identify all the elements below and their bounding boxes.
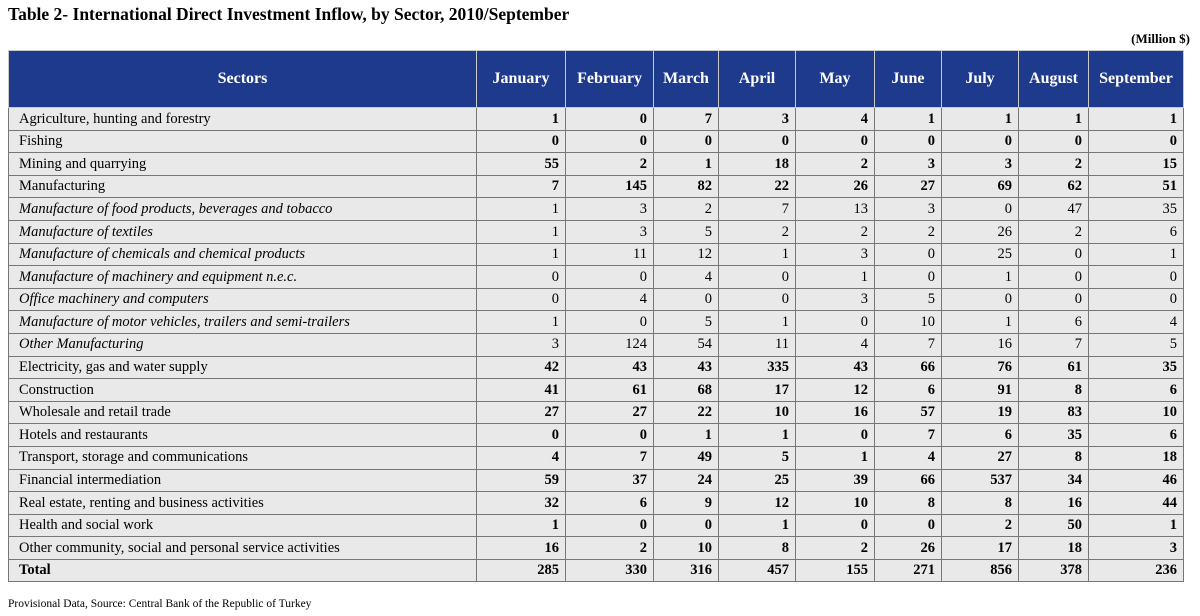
- sector-label: Manufacture of machinery and equipment n.e.c.: [9, 266, 477, 289]
- value-cell: 27: [566, 401, 654, 424]
- value-cell: 2: [1019, 153, 1089, 176]
- value-cell: 0: [1019, 266, 1089, 289]
- value-cell: 54: [654, 333, 719, 356]
- sector-label: Office machinery and computers: [9, 288, 477, 311]
- value-cell: 0: [796, 311, 875, 334]
- table-subrow: [9, 243, 1184, 266]
- sector-label: Health and social work: [9, 514, 477, 537]
- value-cell: 1: [477, 198, 566, 221]
- value-cell: 12: [654, 243, 719, 266]
- value-cell: 4: [1089, 311, 1184, 334]
- sector-label: Hotels and restaurants: [9, 424, 477, 447]
- value-cell: 2: [875, 220, 942, 243]
- value-cell: 5: [1089, 333, 1184, 356]
- value-cell: 2: [796, 153, 875, 176]
- sector-label: Manufacturing: [9, 175, 477, 198]
- value-cell: 22: [719, 175, 796, 198]
- value-cell: 285: [477, 559, 566, 582]
- table-subrow: [9, 333, 1184, 356]
- value-cell: 16: [796, 401, 875, 424]
- value-cell: 10: [796, 492, 875, 515]
- value-cell: 0: [566, 514, 654, 537]
- value-cell: 1: [942, 311, 1019, 334]
- value-cell: 1: [875, 108, 942, 131]
- table-subrow: [9, 198, 1184, 221]
- value-cell: 49: [654, 446, 719, 469]
- value-cell: 856: [942, 559, 1019, 582]
- value-cell: 316: [654, 559, 719, 582]
- value-cell: 27: [477, 401, 566, 424]
- table-title: Table 2- International Direct Investment Inflow, by Sector, 2010/September: [8, 4, 570, 24]
- value-cell: 32: [477, 492, 566, 515]
- value-cell: 16: [942, 333, 1019, 356]
- value-cell: 3: [477, 333, 566, 356]
- value-cell: 7: [875, 424, 942, 447]
- value-cell: 271: [875, 559, 942, 582]
- value-cell: 8: [1019, 446, 1089, 469]
- value-cell: 69: [942, 175, 1019, 198]
- value-cell: 6: [1089, 424, 1184, 447]
- value-cell: 124: [566, 333, 654, 356]
- value-cell: 7: [477, 175, 566, 198]
- value-cell: 0: [1089, 288, 1184, 311]
- value-cell: 43: [654, 356, 719, 379]
- table-row: [9, 130, 1184, 153]
- value-cell: 1: [477, 108, 566, 131]
- value-cell: 2: [796, 220, 875, 243]
- value-cell: 46: [1089, 469, 1184, 492]
- value-cell: 3: [1089, 537, 1184, 560]
- sector-label: Manufacture of chemicals and chemical products: [9, 243, 477, 266]
- header-month: August: [1019, 51, 1089, 108]
- value-cell: 44: [1089, 492, 1184, 515]
- sector-label: Fishing: [9, 130, 477, 153]
- value-cell: 1: [1089, 108, 1184, 131]
- value-cell: 1: [477, 311, 566, 334]
- value-cell: 7: [875, 333, 942, 356]
- value-cell: 1: [477, 514, 566, 537]
- value-cell: 41: [477, 379, 566, 402]
- value-cell: 1: [477, 220, 566, 243]
- value-cell: 82: [654, 175, 719, 198]
- value-cell: 25: [942, 243, 1019, 266]
- value-cell: 8: [875, 492, 942, 515]
- value-cell: 13: [796, 198, 875, 221]
- value-cell: 0: [1019, 243, 1089, 266]
- value-cell: 24: [654, 469, 719, 492]
- value-cell: 2: [566, 537, 654, 560]
- sector-label: Financial intermediation: [9, 469, 477, 492]
- sector-label: Mining and quarrying: [9, 153, 477, 176]
- value-cell: 1: [942, 266, 1019, 289]
- value-cell: 0: [477, 424, 566, 447]
- value-cell: 3: [796, 243, 875, 266]
- table-row: [9, 356, 1184, 379]
- header-month: January: [477, 51, 566, 108]
- table-subrow: [9, 220, 1184, 243]
- value-cell: 66: [875, 469, 942, 492]
- value-cell: 8: [942, 492, 1019, 515]
- value-cell: 330: [566, 559, 654, 582]
- value-cell: 0: [875, 243, 942, 266]
- value-cell: 145: [566, 175, 654, 198]
- value-cell: 18: [1089, 446, 1184, 469]
- header-sectors: Sectors: [9, 51, 477, 108]
- table-body: [9, 108, 1184, 582]
- value-cell: 0: [719, 288, 796, 311]
- value-cell: 0: [1019, 130, 1089, 153]
- value-cell: 0: [942, 288, 1019, 311]
- value-cell: 7: [654, 108, 719, 131]
- value-cell: 6: [566, 492, 654, 515]
- value-cell: 3: [875, 198, 942, 221]
- value-cell: 10: [654, 537, 719, 560]
- sector-label: Manufacture of food products, beverages and tobacco: [9, 198, 477, 221]
- value-cell: 17: [942, 537, 1019, 560]
- value-cell: 62: [1019, 175, 1089, 198]
- header-row: [9, 51, 1184, 108]
- table-row: [9, 469, 1184, 492]
- value-cell: 55: [477, 153, 566, 176]
- value-cell: 27: [942, 446, 1019, 469]
- value-cell: 16: [1019, 492, 1089, 515]
- value-cell: 6: [1089, 379, 1184, 402]
- table-row: [9, 492, 1184, 515]
- value-cell: 0: [875, 266, 942, 289]
- value-cell: 35: [1019, 424, 1089, 447]
- value-cell: 457: [719, 559, 796, 582]
- value-cell: 1: [719, 243, 796, 266]
- value-cell: 61: [1019, 356, 1089, 379]
- table-row: [9, 175, 1184, 198]
- value-cell: 91: [942, 379, 1019, 402]
- value-cell: 0: [566, 424, 654, 447]
- value-cell: 47: [1019, 198, 1089, 221]
- value-cell: 2: [719, 220, 796, 243]
- header-month: March: [654, 51, 719, 108]
- value-cell: 0: [796, 130, 875, 153]
- value-cell: 10: [719, 401, 796, 424]
- unit-label: (Million $): [1131, 31, 1190, 46]
- value-cell: 39: [796, 469, 875, 492]
- value-cell: 6: [942, 424, 1019, 447]
- sector-label: Other Manufacturing: [9, 333, 477, 356]
- sector-label: Agriculture, hunting and forestry: [9, 108, 477, 131]
- value-cell: 10: [1089, 401, 1184, 424]
- total-row: [9, 559, 1184, 582]
- sector-label: Other community, social and personal service activities: [9, 537, 477, 560]
- table-row: [9, 514, 1184, 537]
- value-cell: 3: [566, 220, 654, 243]
- value-cell: 26: [796, 175, 875, 198]
- value-cell: 9: [654, 492, 719, 515]
- value-cell: 1: [654, 424, 719, 447]
- value-cell: 59: [477, 469, 566, 492]
- value-cell: 378: [1019, 559, 1089, 582]
- value-cell: 5: [719, 446, 796, 469]
- value-cell: 12: [719, 492, 796, 515]
- value-cell: 12: [796, 379, 875, 402]
- value-cell: 27: [875, 175, 942, 198]
- value-cell: 5: [654, 220, 719, 243]
- value-cell: 1: [1089, 514, 1184, 537]
- value-cell: 155: [796, 559, 875, 582]
- value-cell: 51: [1089, 175, 1184, 198]
- value-cell: 3: [719, 108, 796, 131]
- sector-label: Electricity, gas and water supply: [9, 356, 477, 379]
- value-cell: 8: [1019, 379, 1089, 402]
- value-cell: 1: [719, 424, 796, 447]
- value-cell: 26: [875, 537, 942, 560]
- source-note: Provisional Data, Source: Central Bank of the Republic of Turkey: [8, 598, 312, 610]
- table-row: [9, 401, 1184, 424]
- value-cell: 4: [875, 446, 942, 469]
- header-month: June: [875, 51, 942, 108]
- value-cell: 4: [796, 333, 875, 356]
- value-cell: 18: [719, 153, 796, 176]
- header-month: July: [942, 51, 1019, 108]
- value-cell: 1: [796, 266, 875, 289]
- value-cell: 8: [719, 537, 796, 560]
- value-cell: 3: [875, 153, 942, 176]
- value-cell: 61: [566, 379, 654, 402]
- value-cell: 10: [875, 311, 942, 334]
- value-cell: 0: [942, 198, 1019, 221]
- value-cell: 1: [1089, 243, 1184, 266]
- value-cell: 68: [654, 379, 719, 402]
- value-cell: 335: [719, 356, 796, 379]
- value-cell: 34: [1019, 469, 1089, 492]
- value-cell: 7: [719, 198, 796, 221]
- value-cell: 0: [566, 311, 654, 334]
- value-cell: 236: [1089, 559, 1184, 582]
- value-cell: 2: [654, 198, 719, 221]
- header-month: April: [719, 51, 796, 108]
- value-cell: 0: [477, 130, 566, 153]
- value-cell: 1: [796, 446, 875, 469]
- header-month: February: [566, 51, 654, 108]
- value-cell: 43: [796, 356, 875, 379]
- value-cell: 5: [875, 288, 942, 311]
- value-cell: 3: [796, 288, 875, 311]
- value-cell: 4: [796, 108, 875, 131]
- table-row: [9, 446, 1184, 469]
- value-cell: 0: [1089, 130, 1184, 153]
- value-cell: 17: [719, 379, 796, 402]
- value-cell: 6: [875, 379, 942, 402]
- header-month: May: [796, 51, 875, 108]
- value-cell: 22: [654, 401, 719, 424]
- value-cell: 19: [942, 401, 1019, 424]
- value-cell: 6: [1089, 220, 1184, 243]
- value-cell: 43: [566, 356, 654, 379]
- value-cell: 0: [654, 130, 719, 153]
- value-cell: 5: [654, 311, 719, 334]
- table-row: [9, 379, 1184, 402]
- sector-label: Construction: [9, 379, 477, 402]
- value-cell: 2: [1019, 220, 1089, 243]
- value-cell: 7: [566, 446, 654, 469]
- table-row: [9, 424, 1184, 447]
- value-cell: 50: [1019, 514, 1089, 537]
- value-cell: 4: [566, 288, 654, 311]
- value-cell: 18: [1019, 537, 1089, 560]
- value-cell: 57: [875, 401, 942, 424]
- value-cell: 1: [1019, 108, 1089, 131]
- value-cell: 4: [477, 446, 566, 469]
- value-cell: 537: [942, 469, 1019, 492]
- value-cell: 0: [477, 288, 566, 311]
- value-cell: 35: [1089, 356, 1184, 379]
- sector-label: Total: [9, 559, 477, 582]
- investment-table: [8, 50, 1184, 582]
- value-cell: 0: [566, 266, 654, 289]
- table-subrow: [9, 266, 1184, 289]
- value-cell: 0: [1089, 266, 1184, 289]
- value-cell: 11: [566, 243, 654, 266]
- value-cell: 0: [1019, 288, 1089, 311]
- value-cell: 3: [566, 198, 654, 221]
- value-cell: 1: [654, 153, 719, 176]
- value-cell: 16: [477, 537, 566, 560]
- value-cell: 0: [942, 130, 1019, 153]
- value-cell: 42: [477, 356, 566, 379]
- value-cell: 3: [942, 153, 1019, 176]
- value-cell: 0: [654, 514, 719, 537]
- value-cell: 11: [719, 333, 796, 356]
- table-row: [9, 153, 1184, 176]
- value-cell: 6: [1019, 311, 1089, 334]
- value-cell: 1: [719, 514, 796, 537]
- value-cell: 83: [1019, 401, 1089, 424]
- value-cell: 26: [942, 220, 1019, 243]
- value-cell: 2: [796, 537, 875, 560]
- value-cell: 25: [719, 469, 796, 492]
- value-cell: 4: [654, 266, 719, 289]
- value-cell: 0: [875, 514, 942, 537]
- value-cell: 0: [477, 266, 566, 289]
- sector-label: Real estate, renting and business activities: [9, 492, 477, 515]
- sector-label: Transport, storage and communications: [9, 446, 477, 469]
- table-row: [9, 537, 1184, 560]
- table-subrow: [9, 288, 1184, 311]
- value-cell: 0: [796, 424, 875, 447]
- value-cell: 0: [719, 266, 796, 289]
- sector-label: Manufacture of textiles: [9, 220, 477, 243]
- value-cell: 7: [1019, 333, 1089, 356]
- sector-label: Wholesale and retail trade: [9, 401, 477, 424]
- value-cell: 66: [875, 356, 942, 379]
- value-cell: 1: [942, 108, 1019, 131]
- value-cell: 1: [477, 243, 566, 266]
- value-cell: 0: [796, 514, 875, 537]
- value-cell: 37: [566, 469, 654, 492]
- value-cell: 1: [719, 311, 796, 334]
- value-cell: 15: [1089, 153, 1184, 176]
- table-row: [9, 108, 1184, 131]
- value-cell: 0: [566, 130, 654, 153]
- value-cell: 35: [1089, 198, 1184, 221]
- value-cell: 0: [719, 130, 796, 153]
- value-cell: 2: [566, 153, 654, 176]
- value-cell: 2: [942, 514, 1019, 537]
- header-month: September: [1089, 51, 1184, 108]
- value-cell: 0: [566, 108, 654, 131]
- sector-label: Manufacture of motor vehicles, trailers and semi-trailers: [9, 311, 477, 334]
- table-subrow: [9, 311, 1184, 334]
- value-cell: 0: [875, 130, 942, 153]
- value-cell: 0: [654, 288, 719, 311]
- value-cell: 76: [942, 356, 1019, 379]
